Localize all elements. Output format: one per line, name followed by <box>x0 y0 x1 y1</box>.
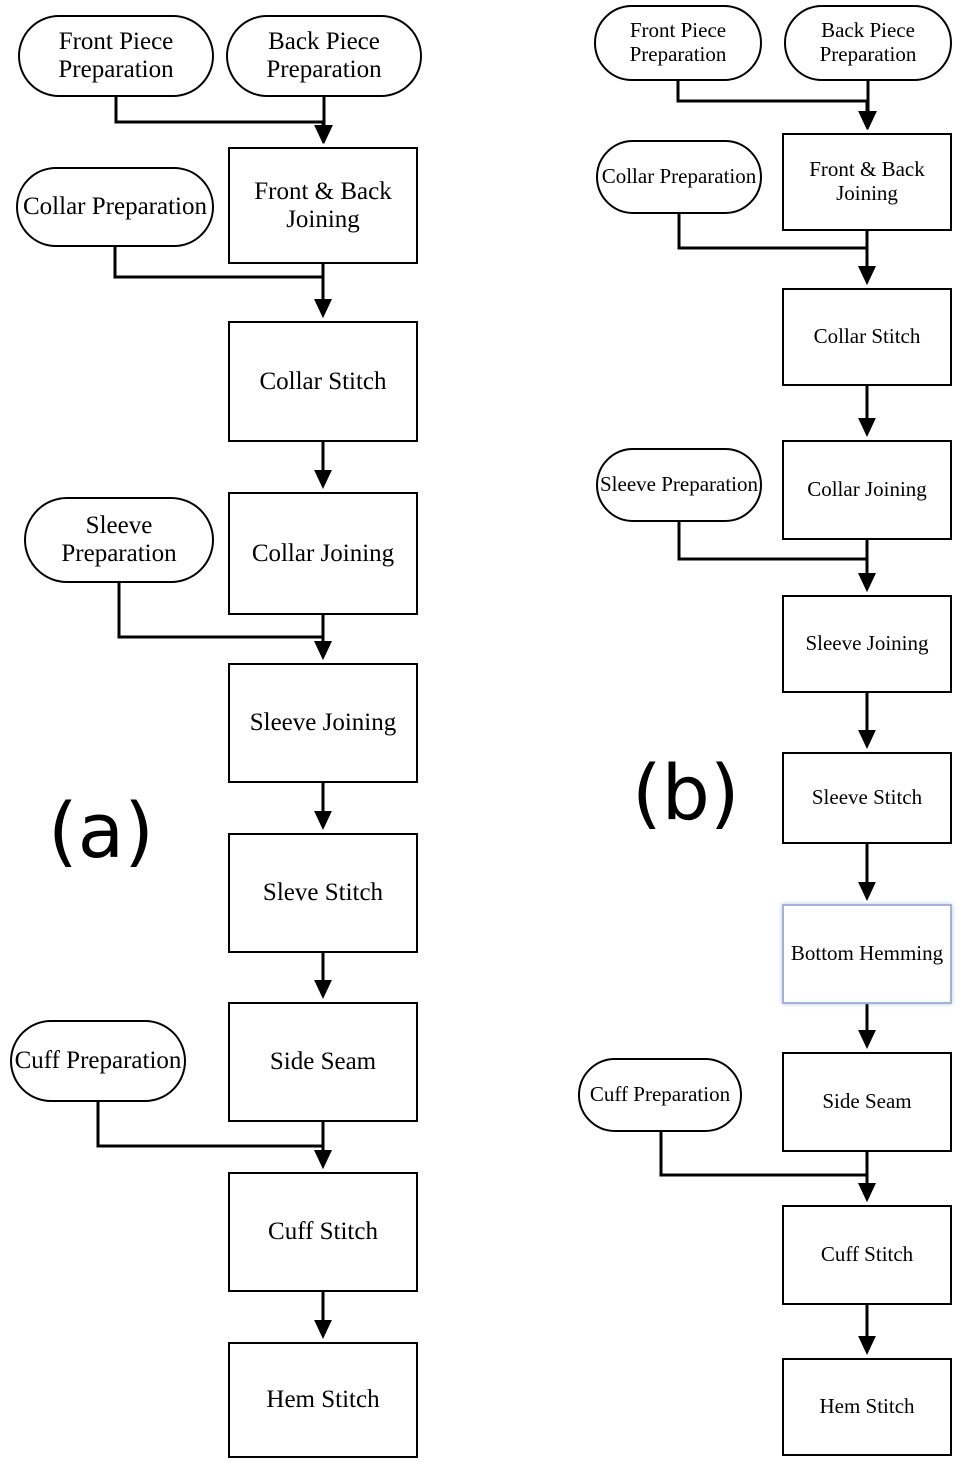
node-label: Back Piece Preparation <box>266 28 382 83</box>
panel-a-node-side-seam <box>228 1002 418 1122</box>
panel-b-node-collar-stitch <box>782 288 952 386</box>
node-label: Sleeve Joining <box>805 631 929 656</box>
node-label: Front Piece Preparation <box>58 28 174 83</box>
node-label: Cuff Stitch <box>268 1218 378 1245</box>
node-label: Sleeve Preparation <box>61 512 177 567</box>
panel-b-node-collar-preparation <box>596 140 762 214</box>
panel-b-node-sleeve-stitch <box>782 752 952 844</box>
node-label: Collar Stitch <box>259 367 387 395</box>
node-label: Side Seam <box>822 1089 912 1114</box>
panel-a-node-sleve-stitch <box>228 833 418 953</box>
node-label: Cuff Preparation <box>589 1082 731 1107</box>
node-label: Front Piece Preparation <box>629 18 727 66</box>
node-label: Sleeve Joining <box>249 709 397 736</box>
node-label: Collar Joining <box>807 477 927 502</box>
panel-a-node-cuff-preparation <box>10 1020 186 1102</box>
panel-a-node-collar-stitch <box>228 321 418 442</box>
panel-a-node-sleeve-preparation <box>24 497 214 583</box>
panel-a-node-collar-preparation <box>16 167 214 247</box>
panel-a-node-back-piece-preparation <box>226 15 422 97</box>
node-label: Hem Stitch <box>266 1386 380 1413</box>
panel-a-node-cuff-stitch <box>228 1172 418 1292</box>
node-label: Side Seam <box>269 1048 377 1075</box>
panel-b-node-bottom-hemming <box>782 904 952 1004</box>
node-label: Collar Joining <box>251 539 395 567</box>
a-front-to-joining <box>116 97 323 141</box>
panel-a-node-hem-stitch <box>228 1342 418 1458</box>
panel-a-node-collar-joining <box>228 492 418 615</box>
node-label: Back Piece Preparation <box>819 18 917 66</box>
node-label: Bottom Hemming <box>790 941 944 966</box>
node-label: Hem Stitch <box>819 1394 915 1419</box>
panel-b-node-cuff-stitch <box>782 1205 952 1305</box>
panel-label-b: (b) <box>632 748 740 837</box>
node-label: Sleeve Preparation <box>599 472 759 497</box>
panel-a-node-front-piece-preparation <box>18 15 214 97</box>
node-label: Collar Preparation <box>23 193 207 220</box>
panel-b-node-cuff-preparation <box>578 1058 742 1132</box>
node-label: Sleeve Stitch <box>811 785 923 810</box>
node-label: Front & Back Joining <box>254 177 392 233</box>
panel-b-node-collar-joining <box>782 440 952 540</box>
panel-b-node-front-and-back-joining <box>782 133 952 231</box>
panel-b-node-hem-stitch <box>782 1358 952 1456</box>
node-label: Front & Back Joining <box>809 157 925 205</box>
node-label: Sleve Stitch <box>262 879 384 906</box>
panel-b-node-back-piece-preparation <box>784 5 952 81</box>
panel-a-node-front-and-back-joining <box>228 147 418 264</box>
node-label: Cuff Stitch <box>820 1242 914 1267</box>
b-front-to-joining <box>678 81 867 127</box>
panel-a-node-sleeve-joining <box>228 663 418 783</box>
node-label: Collar Preparation <box>601 164 757 189</box>
node-label: Collar Stitch <box>813 324 921 349</box>
panel-b-node-sleeve-joining <box>782 595 952 693</box>
panel-b-node-front-piece-preparation <box>594 5 762 81</box>
panel-label-a: (a) <box>48 786 154 875</box>
node-label: Cuff Preparation <box>14 1047 182 1074</box>
panel-b-node-sleeve-preparation <box>596 448 762 522</box>
panel-b-node-side-seam <box>782 1052 952 1152</box>
